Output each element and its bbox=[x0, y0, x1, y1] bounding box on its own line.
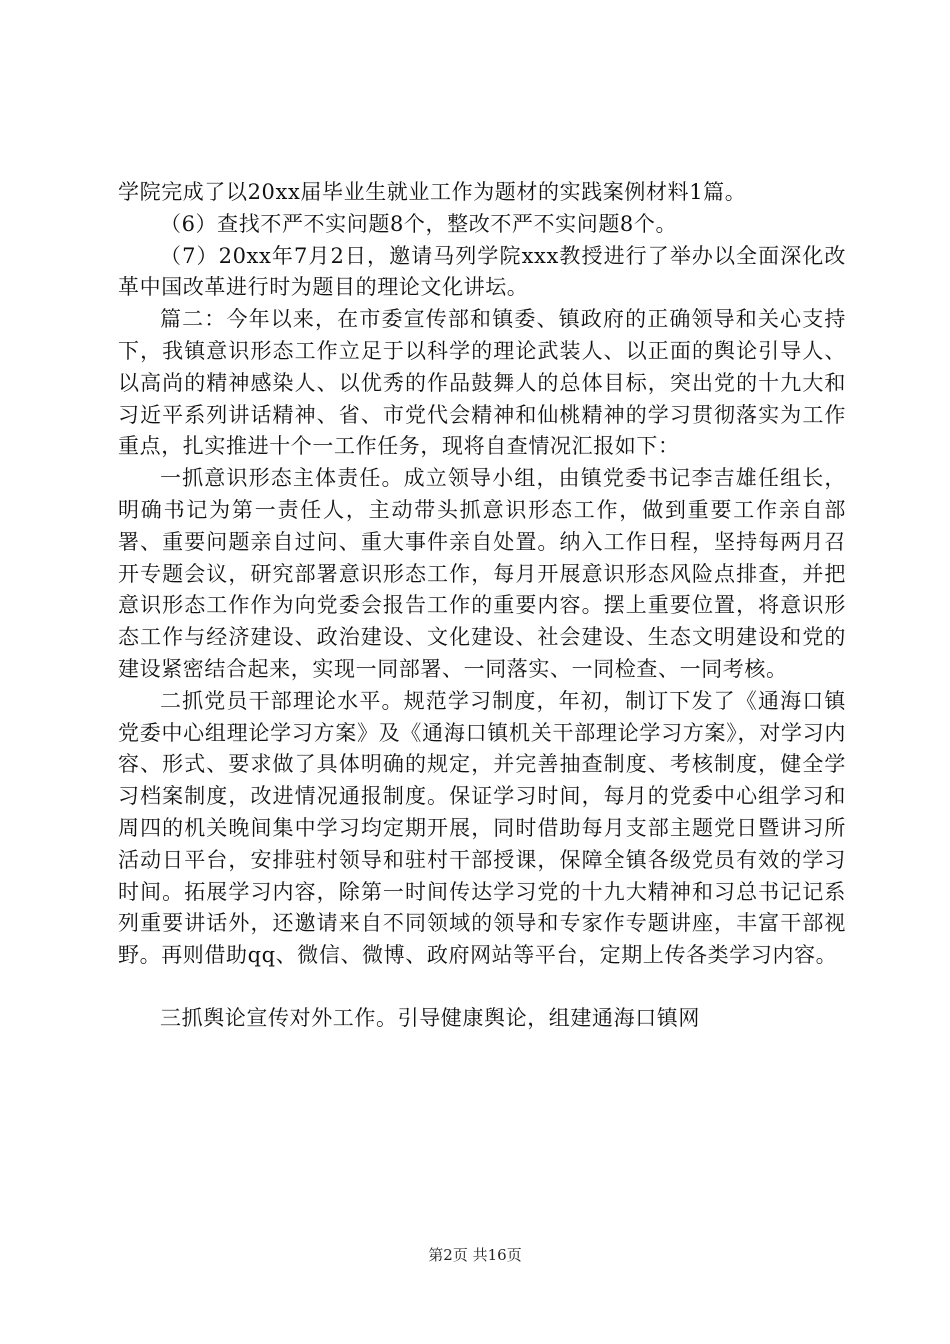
page-number: 第2页 共16页 bbox=[428, 1246, 522, 1264]
paragraph-5: 一抓意识形态主体责任。成立领导小组，由镇党委书记李吉雄任组长，明确书记为第一责任人，主动带头抓意识形态工作，做到重要工作亲自部署、重要问题亲自过问、重大事件亲自处置。纳入工作日程，坚持每两月召开专题会议，研究部署意识形态工作，每月开展意识形态风险点排查，并把意识形态工作作为向党委会报告工作的重要内容。摆上重要位置，将意识形态工作与经济建设、政治建设、文化建设、社会建设、生态文明建设和党的建设紧密结合起来，实现一同部署、一同落实、一同检查、一同考核。 bbox=[118, 466, 846, 681]
page-footer bbox=[0, 1244, 950, 1265]
paragraph-7: 三抓舆论宣传对外工作。引导健康舆论，组建通海口镇网 bbox=[160, 1005, 700, 1030]
paragraph-3: （7）20xx年7月2日，邀请马列学院xxx教授进行了举办以全面深化改革中国改革进行时为题目的理论文化讲坛。 bbox=[118, 243, 846, 300]
document-body bbox=[118, 177, 846, 1035]
paragraph-2: （6）查找不严不实问题8个，整改不严不实问题8个。 bbox=[160, 211, 678, 236]
paragraph-6: 二抓党员干部理论水平。规范学习制度，年初，制订下发了《通海口镇党委中心组理论学习方案》及《通海口镇机关干部理论学习方案》，对学习内容、形式、要求做了具体明确的规定，并完善抽查制度、考核制度，健全学习档案制度，改进情况通报制度。保证学习时间，每月的党委中心组学习和周四的机关晚间集中学习均定期开展，同时借助每月支部主题党日暨讲习所活动日平台，安排驻村领导和驻村干部授课，保障全镇各级党员有效的学习时间。拓展学习内容，除第一时间传达学习党的十九大精神和习总书记记系列重要讲话外，还邀请来自不同领域的领导和专家作专题讲座，丰富干部视野。再则借助qq、微信、微博、政府网站等平台，定期上传各类学习内容。 bbox=[118, 688, 846, 968]
paragraph-1: 学院完成了以20xx届毕业生就业工作为题材的实践案例材料1篇。 bbox=[118, 180, 747, 204]
paragraph-4: 篇二：今年以来，在市委宣传部和镇委、镇政府的正确领导和关心支持下，我镇意识形态工作立足于以科学的理论武装人、以正面的舆论引导人、以高尚的精神感染人、以优秀的作品鼓舞人的总体目标，突出党的十九大和习近平系列讲话精神、省、市党代会精神和仙桃精神的学习贯彻落实为工作重点，扎实推进十个一工作任务，现将自查情况汇报如下： bbox=[118, 307, 846, 459]
